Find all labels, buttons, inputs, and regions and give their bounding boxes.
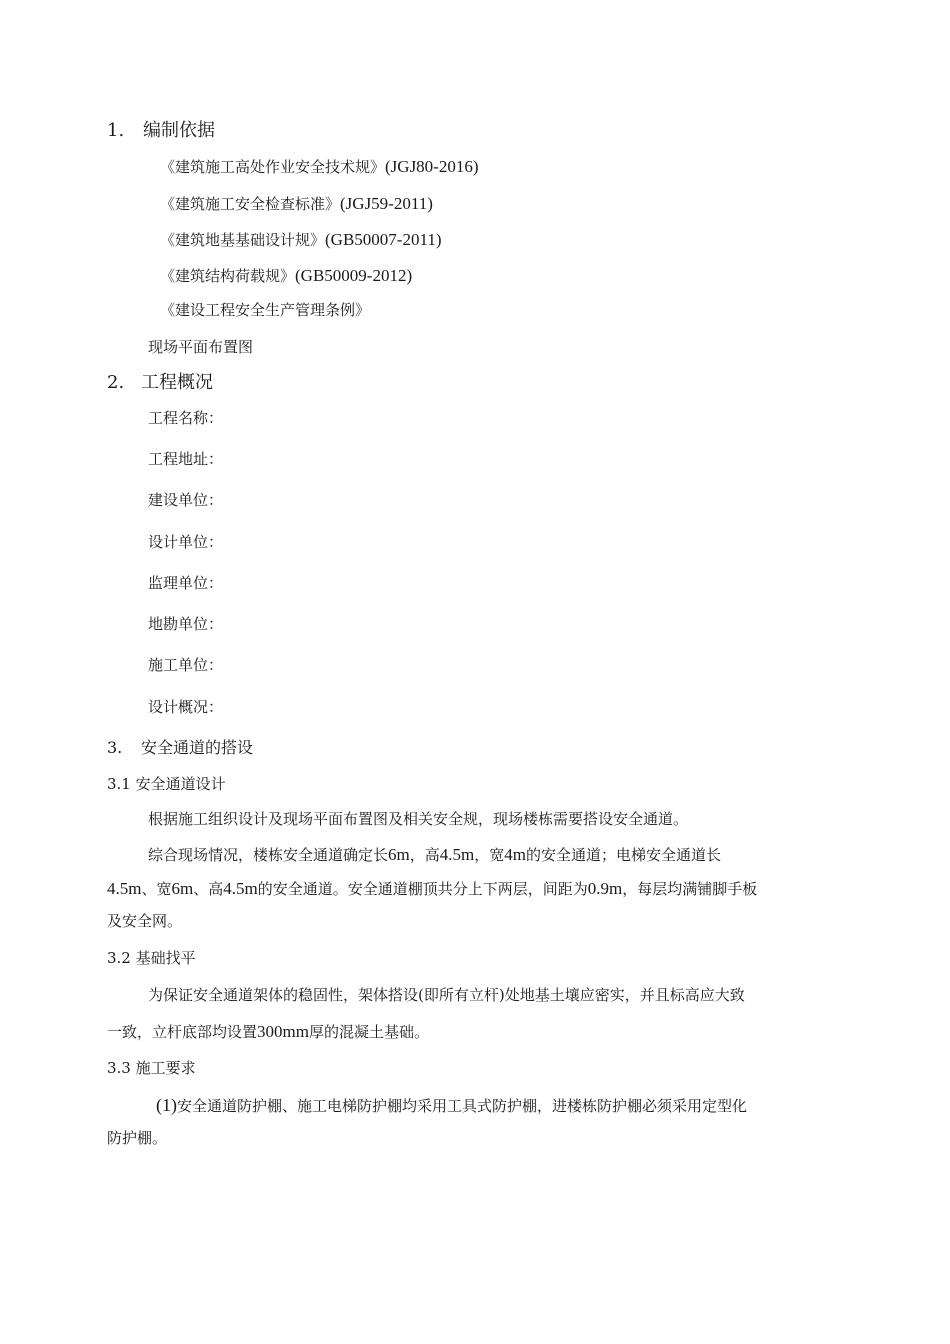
text: ，每层均满铺脚手板	[622, 880, 758, 898]
text: ，高	[409, 846, 440, 864]
value: 6m	[388, 845, 410, 864]
value: 6m	[171, 879, 194, 898]
value: 4.5m	[107, 879, 142, 898]
project-field: 工程地址：	[148, 450, 224, 468]
reference-item	[160, 158, 479, 175]
subsection-3-3-title: 3.3 施工要求	[107, 1059, 196, 1077]
reference-title: 《建设工程安全生产管理条例》	[160, 301, 371, 319]
text: 厚的混凝土基础。	[308, 1023, 429, 1041]
section-number: 2.	[107, 372, 125, 393]
section-3-heading	[107, 740, 253, 756]
reference-item	[160, 231, 441, 248]
project-field: 设计单位：	[148, 533, 224, 551]
paragraph-line	[107, 1023, 429, 1040]
text: 一致，立杆底部均设置	[107, 1023, 258, 1041]
value: 4m	[504, 845, 526, 864]
project-field: 建设单位：	[148, 491, 224, 509]
paragraph-line	[156, 1096, 747, 1114]
section-title: 编制依据	[143, 120, 215, 141]
value: 4.5m	[223, 879, 258, 898]
site-plan-item: 现场平面布置图	[148, 338, 254, 356]
value: 0.9m	[587, 879, 623, 898]
reference-title: 《建筑施工高处作业安全技术规》	[160, 158, 386, 176]
project-field: 工程名称：	[148, 409, 224, 427]
paragraph-line: 根据施工组织设计及现场平面布置图及相关安全规，现场楼栋需要搭设安全通道。	[148, 810, 689, 828]
paragraph-line: 为保证安全通道架体的稳固性，架体搭设(即所有立杆)处地基土壤应密实，并且标高应大致	[148, 986, 745, 1004]
project-field: 监理单位：	[148, 574, 224, 592]
paragraph-line: 及安全网。	[107, 912, 183, 930]
reference-title: 《建筑地基基础设计规》	[160, 231, 326, 249]
text: 的安全通道；电梯安全通道长	[526, 846, 722, 864]
text: 、宽	[141, 880, 172, 898]
section-1-heading	[107, 122, 215, 140]
subsection-3-2-title: 3.2 基础找平	[107, 949, 196, 967]
reference-code: (JGJ80-2016)	[385, 157, 479, 176]
reference-title: 《建筑施工安全检查标准》	[160, 195, 341, 213]
reference-item	[160, 267, 412, 284]
text: 安全通道防护棚、施工电梯防护棚均采用工具式防护棚，进楼栋防护棚必须采用定型化	[177, 1097, 748, 1115]
section-2-heading	[107, 374, 213, 392]
reference-item	[160, 303, 370, 318]
project-field: 地勘单位：	[148, 615, 224, 633]
project-field: 施工单位：	[148, 656, 224, 674]
paragraph-line: 防护棚。	[107, 1129, 168, 1147]
project-field: 设计概况：	[148, 698, 224, 716]
text: 、高	[193, 880, 224, 898]
text: ，宽	[474, 846, 505, 864]
section-title: 工程概况	[141, 372, 213, 393]
value: 300mm	[257, 1022, 309, 1041]
text: 的安全通道。安全通道棚顶共分上下两层，间距为	[257, 880, 588, 898]
text: 综合现场情况，楼栋安全通道确定长	[148, 846, 389, 864]
list-number: (1)	[156, 1095, 177, 1115]
paragraph-line	[148, 846, 721, 863]
reference-item	[160, 195, 433, 212]
subsection-3-1-title: 3.1 安全通道设计	[107, 775, 226, 793]
reference-code: (JGJ59-2011)	[340, 194, 433, 213]
section-number: 1.	[107, 120, 125, 141]
reference-code: (GB50009-2012)	[295, 266, 413, 285]
section-title: 安全通道的搭设	[141, 738, 254, 757]
section-number: 3.	[107, 738, 123, 757]
reference-title: 《建筑结构荷载规》	[160, 267, 296, 285]
reference-code: (GB50007-2011)	[325, 230, 442, 249]
paragraph-line	[107, 880, 757, 897]
value: 4.5m	[439, 845, 475, 864]
